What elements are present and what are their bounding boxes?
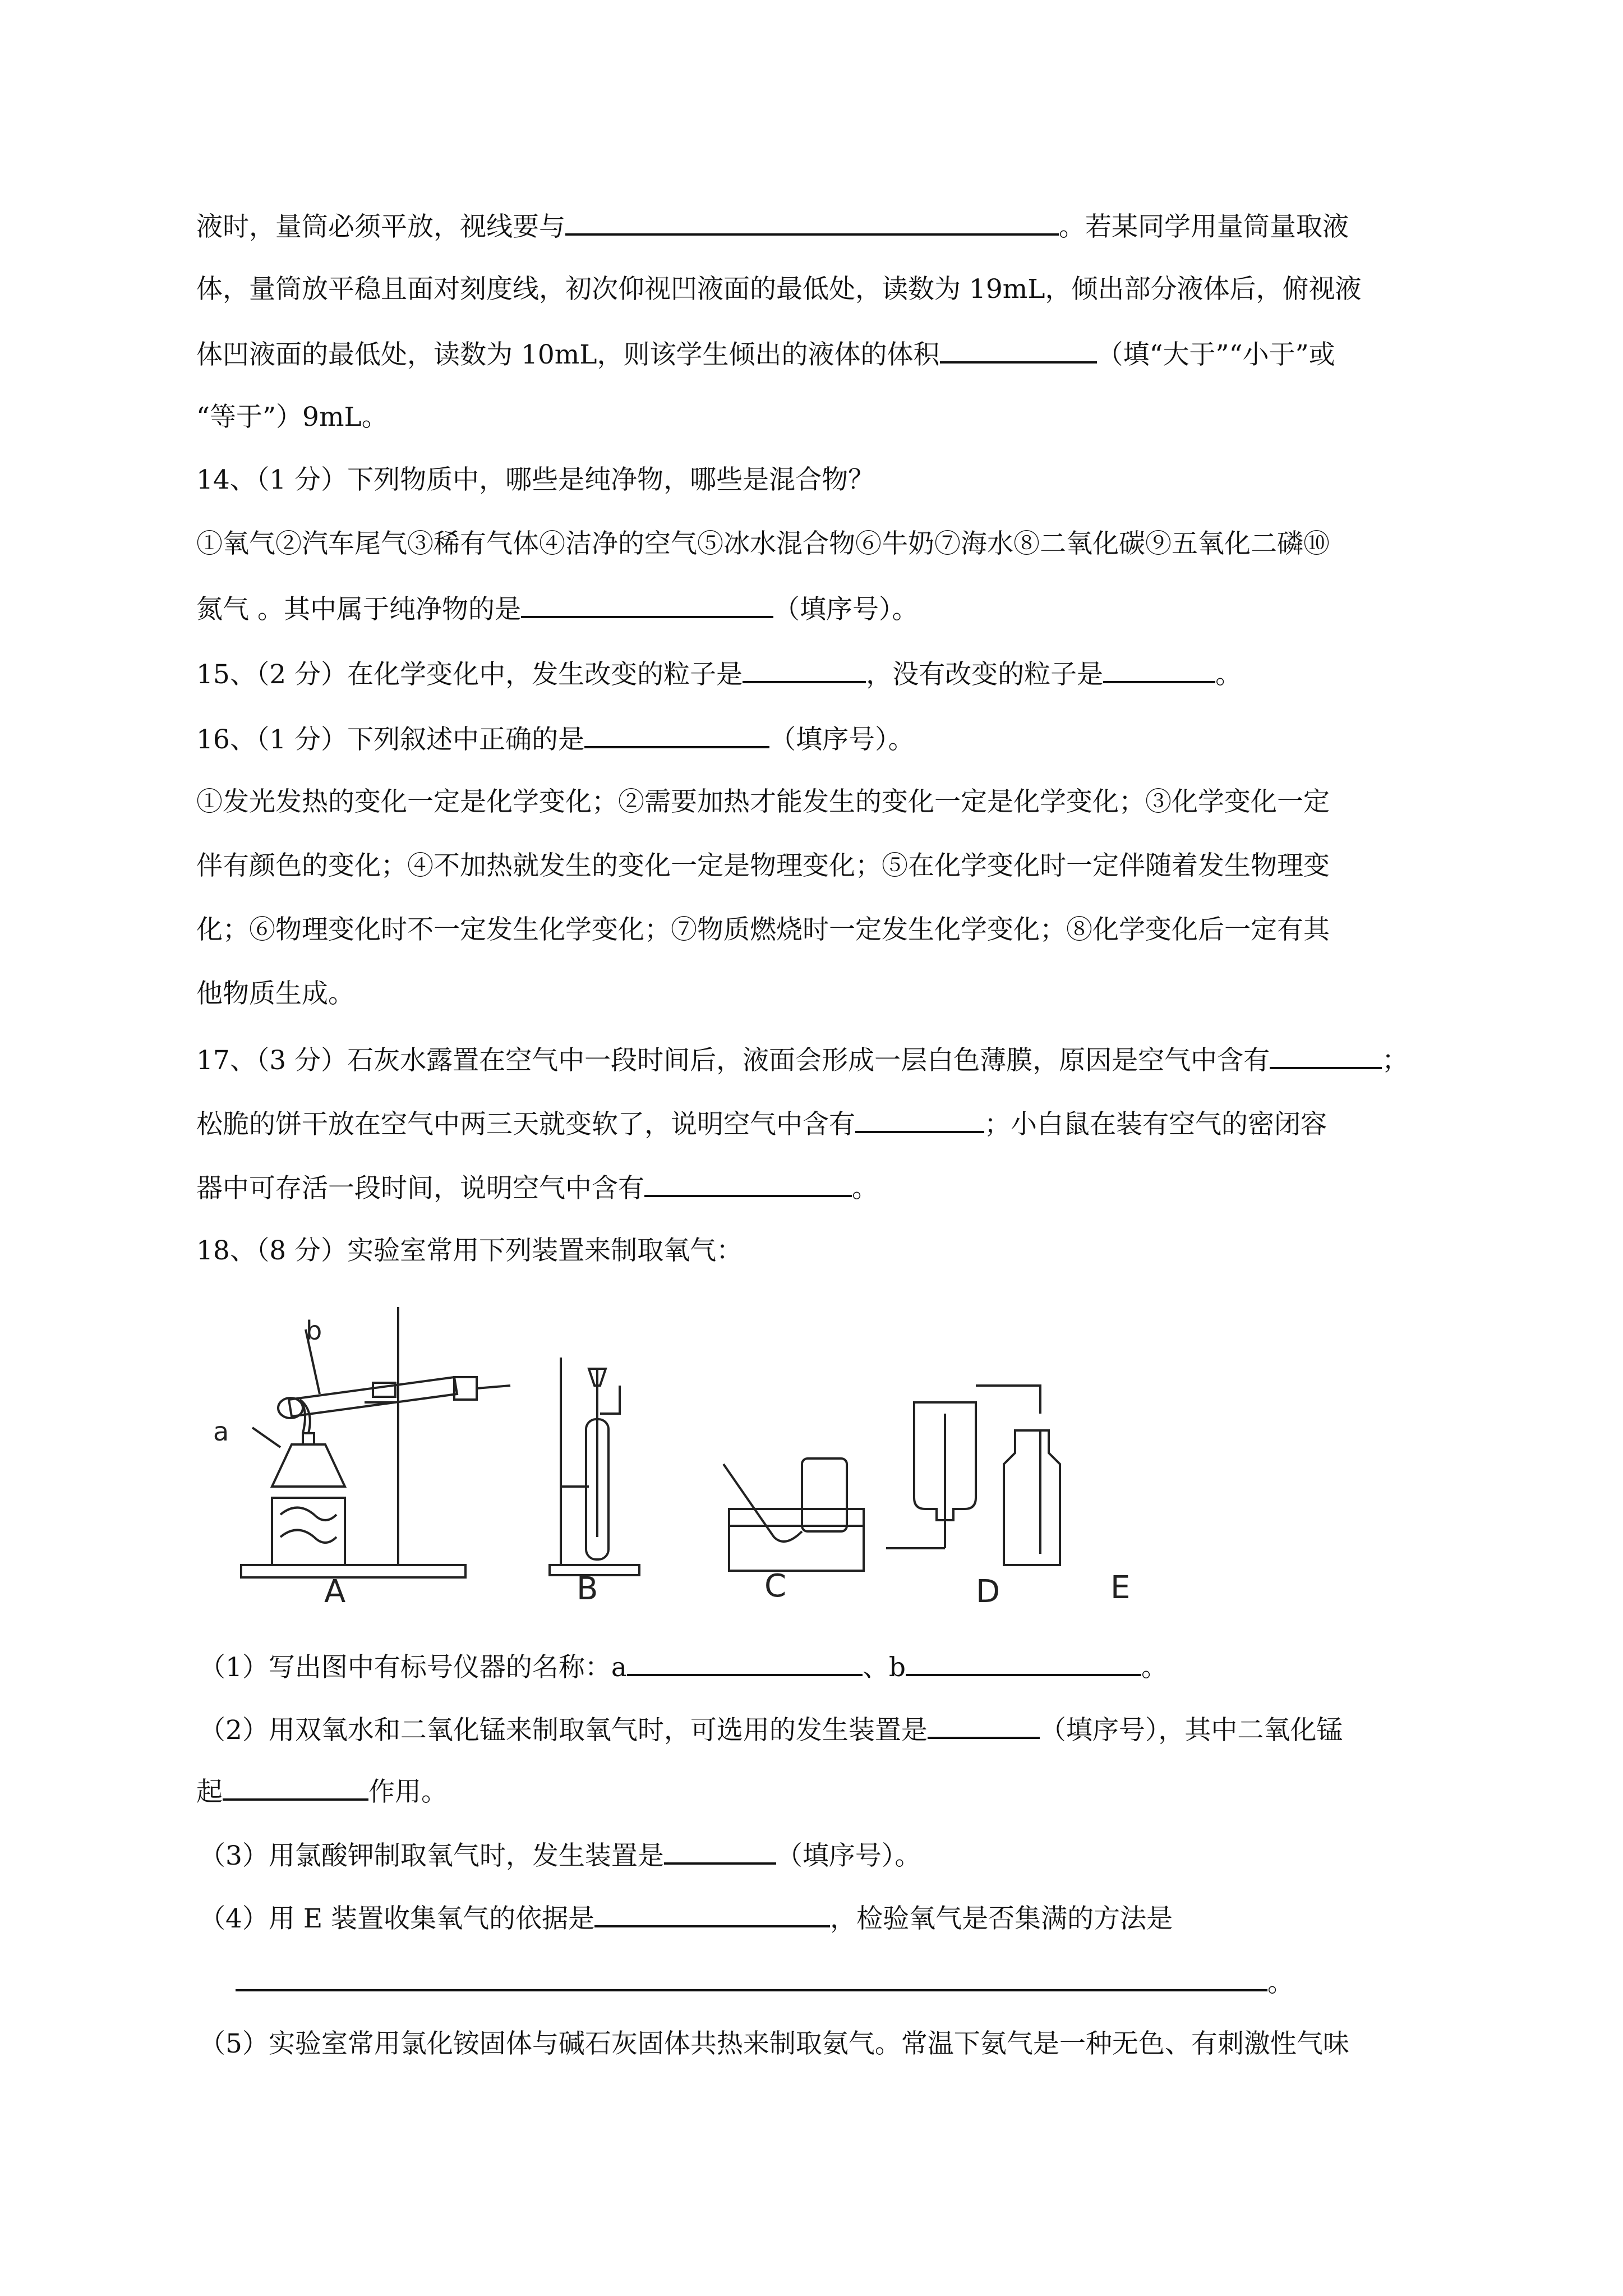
answer-blank[interactable] xyxy=(644,1170,852,1197)
q18-intro: 18、（8 分）实验室常用下列装置来制取氧气： xyxy=(196,1235,743,1266)
answer-blank[interactable] xyxy=(1270,1042,1382,1069)
q16-line-3: 伴有颜色的变化；④不加热就发生的变化一定是物理变化；⑤在化学变化时一定伴随着发生物理变 xyxy=(196,850,1330,881)
q17-line-2 xyxy=(196,1106,1466,1142)
answer-blank[interactable] xyxy=(928,1712,1040,1739)
q16-line-4: 化；⑥物理变化时不一定发生化学变化；⑦物质燃烧时一定发生化学变化；⑧化学变化后一定有其 xyxy=(196,914,1330,945)
q13-text: 液时，量筒必须平放，视线要与 xyxy=(196,211,565,242)
q13-line-2: 体，量筒放平稳且面对刻度线，初次仰视凹液面的最低处，读数为 19mL，倾出部分液体后，俯视液 xyxy=(196,274,1362,305)
apparatus-label-a: A xyxy=(324,1573,346,1610)
q18-text: 起 xyxy=(196,1777,223,1807)
q14-text: （填序号）。 xyxy=(773,594,919,625)
apparatus-e xyxy=(976,1386,1060,1565)
q13-text: 。若某同学用量筒量取液 xyxy=(1059,211,1349,242)
q13-text: （填“大于”“小于”或 xyxy=(1096,339,1335,370)
q13-line-4: “等于”）9mL。 xyxy=(196,402,388,432)
q18-text: 作用。 xyxy=(368,1777,448,1807)
q14-question: 14、（1 分）下列物质中，哪些是纯净物，哪些是混合物？ xyxy=(196,464,875,495)
q18-text: （填序号）。 xyxy=(776,1841,921,1871)
q15-text: 。 xyxy=(1215,659,1242,690)
marker-a-label: a xyxy=(213,1416,229,1447)
q18-part-3 xyxy=(199,1838,1466,1873)
q16-question xyxy=(196,721,1466,757)
q14-text: 氮气 。其中属于纯净物的是 xyxy=(196,594,521,625)
apparatus-label-d: D xyxy=(976,1573,1000,1610)
q18-text: 。 xyxy=(1267,1967,1294,1998)
q13-text: 体凹液面的最低处，读数为 10mL，则该学生倾出的液体的体积 xyxy=(196,339,940,370)
q13-line-1 xyxy=(196,209,1466,244)
q18-text: 。 xyxy=(1141,1652,1168,1683)
answer-blank[interactable] xyxy=(1103,656,1215,683)
q16-text: （填序号）。 xyxy=(769,724,915,755)
q17-text: ； xyxy=(1382,1045,1409,1076)
q16-line-5: 他物质生成。 xyxy=(196,978,354,1009)
answer-blank[interactable] xyxy=(627,1649,863,1676)
q17-line-1 xyxy=(196,1042,1466,1078)
q18-text: （填序号），其中二氧化锰 xyxy=(1039,1715,1343,1746)
q15-text: ，没有改变的粒子是 xyxy=(866,659,1104,690)
q14-line-3 xyxy=(196,591,1466,627)
q18-text: （4）用 E 装置收集氧气的依据是 xyxy=(199,1903,595,1934)
q13-line-3 xyxy=(196,337,1466,372)
q18-text: （1）写出图中有标号仪器的名称：a xyxy=(199,1652,627,1683)
apparatus-a xyxy=(241,1307,510,1577)
q18-part-5: （5）实验室常用氯化铵固体与碱石灰固体共热来制取氨气。常温下氨气是一种无色、有刺激性气味 xyxy=(199,2028,1349,2059)
marker-b-label: b xyxy=(306,1315,322,1346)
q18-text: （2）用双氧水和二氧化锰来制取氧气时，可选用的发生装置是 xyxy=(199,1715,928,1746)
answer-blank[interactable] xyxy=(236,1964,1267,1991)
apparatus-label-c: C xyxy=(764,1568,787,1604)
answer-blank[interactable] xyxy=(940,337,1097,364)
answer-blank[interactable] xyxy=(855,1106,984,1133)
q16-text: 16、（1 分）下列叙述中正确的是 xyxy=(196,724,585,755)
apparatus-figure xyxy=(208,1301,1273,1616)
answer-blank[interactable] xyxy=(521,591,773,618)
q18-part-1 xyxy=(199,1649,1466,1685)
answer-blank[interactable] xyxy=(743,656,866,683)
apparatus-label-e: E xyxy=(1110,1570,1131,1606)
q17-text: ；小白鼠在装有空气的密闭容 xyxy=(984,1109,1327,1140)
apparatus-b xyxy=(550,1358,639,1575)
q17-text: 松脆的饼干放在空气中两三天就变软了，说明空气中含有 xyxy=(196,1109,855,1140)
answer-blank[interactable] xyxy=(223,1774,368,1801)
q17-text: 。 xyxy=(852,1173,878,1204)
q18-part-4 xyxy=(199,1901,1466,1936)
q15-question xyxy=(196,656,1466,692)
q18-text: 、b xyxy=(862,1652,906,1683)
q17-line-3 xyxy=(196,1170,1466,1205)
q18-part-2-cont xyxy=(196,1774,1466,1809)
q17-text: 器中可存活一段时间，说明空气中含有 xyxy=(196,1173,644,1204)
q17-text: 17、（3 分）石灰水露置在空气中一段时间后，液面会形成一层白色薄膜，原因是空气中含有 xyxy=(196,1045,1270,1076)
q18-part-2 xyxy=(199,1712,1466,1747)
answer-blank[interactable] xyxy=(584,721,769,748)
q18-part-4-cont xyxy=(236,1964,1466,2000)
q16-line-2: ①发光发热的变化一定是化学变化；②需要加热才能发生的变化一定是化学变化；③化学变化一定 xyxy=(196,786,1330,817)
q15-text: 15、（2 分）在化学变化中，发生改变的粒子是 xyxy=(196,659,743,690)
q18-text: ，检验氧气是否集满的方法是 xyxy=(830,1903,1173,1934)
q18-text: （3）用氯酸钾制取氧气时，发生装置是 xyxy=(199,1841,664,1871)
apparatus-c xyxy=(723,1458,864,1571)
answer-blank[interactable] xyxy=(565,209,1059,236)
apparatus-d xyxy=(886,1402,976,1548)
q14-options: ①氧气②汽车尾气③稀有气体④洁净的空气⑤冰水混合物⑥牛奶⑦海水⑧二氧化碳⑨五氧化二磷⑩ xyxy=(196,528,1330,559)
answer-blank[interactable] xyxy=(594,1901,830,1927)
answer-blank[interactable] xyxy=(906,1649,1141,1676)
answer-blank[interactable] xyxy=(664,1838,776,1865)
apparatus-label-b: B xyxy=(577,1571,598,1607)
